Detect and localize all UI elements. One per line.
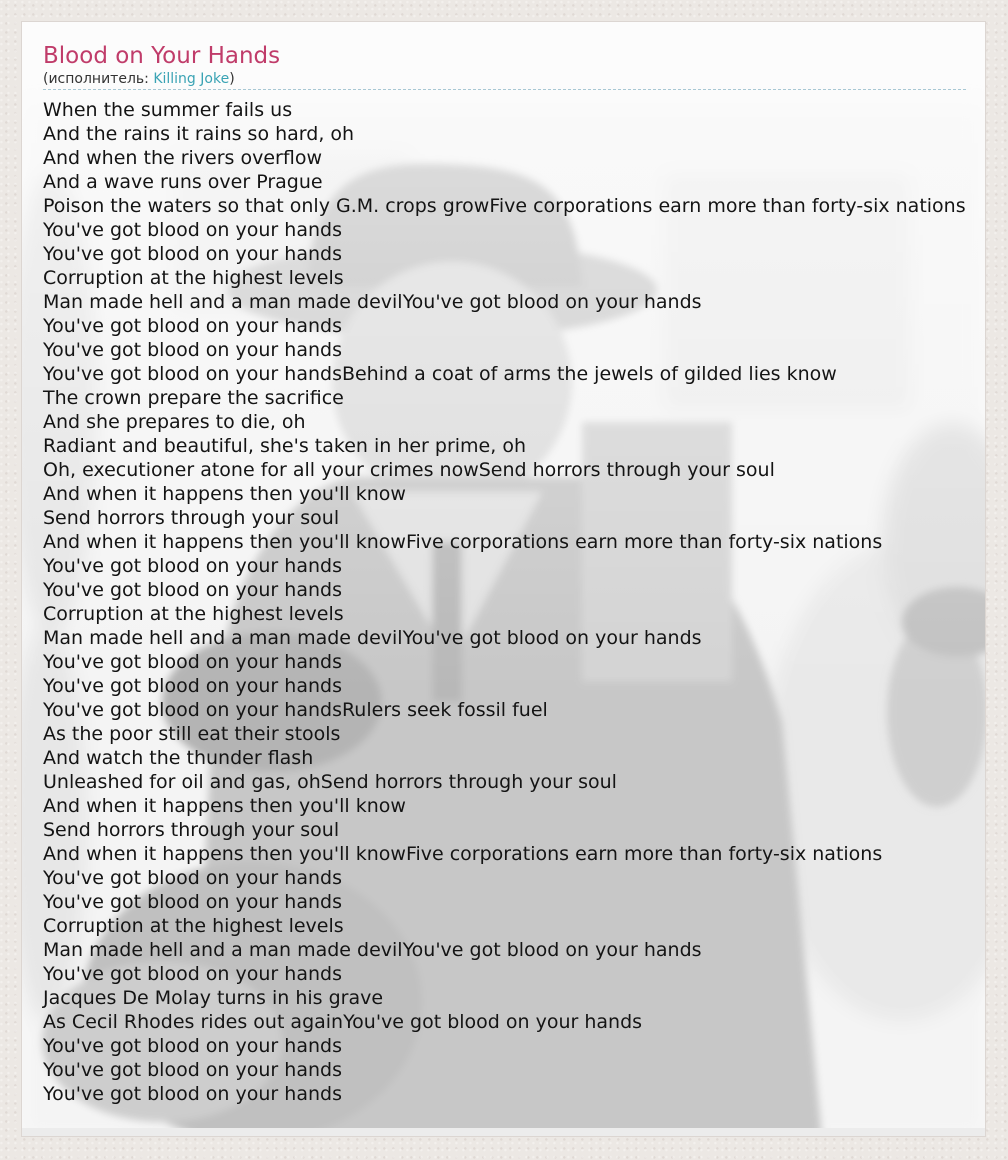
artist-line (43, 70, 966, 90)
lyric-line: You've got blood on your hands (43, 1083, 342, 1105)
lyrics-card (21, 21, 986, 1137)
lyric-line: As the poor still eat their stools (43, 723, 341, 745)
lyric-line: Corruption at the highest levels (43, 603, 344, 625)
card-bottom-strip (22, 1128, 985, 1136)
lyric-line: Corruption at the highest levels (43, 267, 344, 289)
lyric-line: And when it happens then you'll know (43, 483, 406, 505)
lyric-line: And a wave runs over Prague (43, 171, 323, 193)
lyric-line: And when it happens then you'll knowFive corporations earn more than forty-six nations (43, 843, 883, 865)
lyric-line: You've got blood on your hands (43, 651, 342, 673)
lyric-line: You've got blood on your hands (43, 963, 342, 985)
lyric-line: When the summer fails us (43, 99, 293, 121)
lyric-line: Man made hell and a man made devilYou've got blood on your hands (43, 939, 702, 961)
lyric-line: And when it happens then you'll knowFive corporations earn more than forty-six nations (43, 531, 883, 553)
lyric-line: Man made hell and a man made devilYou've got blood on your hands (43, 627, 702, 649)
lyric-line: You've got blood on your hands (43, 675, 342, 697)
lyric-line: You've got blood on your hands (43, 1059, 342, 1081)
lyric-line: As Cecil Rhodes rides out againYou've got blood on your hands (43, 1011, 643, 1033)
lyric-line: Unleashed for oil and gas, ohSend horrors through your soul (43, 771, 617, 793)
lyric-line: And the rains it rains so hard, oh (43, 123, 355, 145)
lyric-line: You've got blood on your hands (43, 867, 342, 889)
lyric-line: You've got blood on your hands (43, 219, 342, 241)
lyric-line: And when it happens then you'll know (43, 795, 406, 817)
artist-link[interactable]: Killing Joke (153, 71, 230, 87)
lyric-line: Radiant and beautiful, she's taken in her prime, oh (43, 435, 526, 457)
song-title: Blood on Your Hands (43, 43, 281, 69)
lyric-line: Jacques De Molay turns in his grave (43, 987, 384, 1009)
lyric-line: Corruption at the highest levels (43, 915, 344, 937)
lyric-line: You've got blood on your hands (43, 579, 342, 601)
lyric-line: And watch the thunder flash (43, 747, 314, 769)
lyric-line: Man made hell and a man made devilYou've got blood on your hands (43, 291, 702, 313)
lyric-line: Send horrors through your soul (43, 507, 340, 529)
lyric-line: You've got blood on your hands (43, 339, 342, 361)
lyric-line: The crown prepare the sacrifice (43, 387, 344, 409)
lyric-line: You've got blood on your handsBehind a coat of arms the jewels of gilded lies know (43, 363, 837, 385)
content (22, 22, 985, 1106)
lyrics-body (43, 98, 985, 1106)
artist-prefix: (исполнитель: (43, 71, 154, 87)
lyric-line: You've got blood on your hands (43, 555, 342, 577)
lyric-line: You've got blood on your hands (43, 243, 342, 265)
lyric-line: Send horrors through your soul (43, 819, 340, 841)
lyric-line: You've got blood on your handsRulers seek fossil fuel (43, 699, 548, 721)
lyric-line: You've got blood on your hands (43, 315, 342, 337)
artist-suffix: ) (229, 71, 235, 87)
lyric-line: You've got blood on your hands (43, 891, 342, 913)
lyric-line: You've got blood on your hands (43, 1035, 342, 1057)
lyric-line: Poison the waters so that only G.M. crops growFive corporations earn more than forty-six nations (43, 195, 966, 217)
lyric-line: Oh, executioner atone for all your crimes nowSend horrors through your soul (43, 459, 775, 481)
lyric-line: And when the rivers overflow (43, 147, 322, 169)
lyric-line: And she prepares to die, oh (43, 411, 306, 433)
